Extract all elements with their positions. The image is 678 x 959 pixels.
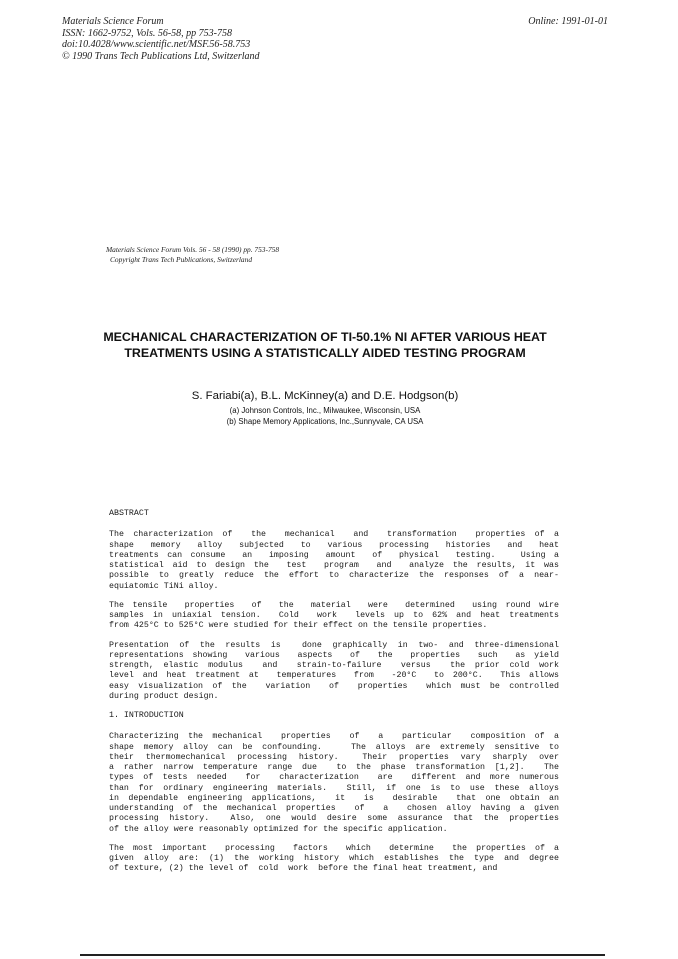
- citation-line-2: Copyright Trans Tech Publications, Switzerland: [110, 255, 253, 264]
- text-line: Characterizing the mechanical properties of a particular composition of a: [109, 732, 559, 742]
- text-line: shape memory alloy subjected to various processing histories and heat: [109, 540, 559, 550]
- text-line: statistical aid to design the test program and analyze the results, it was: [109, 561, 559, 570]
- abstract-paragraph: [109, 530, 559, 592]
- text-line: strength, elastic modulus and strain-to-failure versus the prior cold work: [109, 661, 559, 670]
- text-line: samples in uniaxial tension. Cold work levels up to 62% and heat treatments: [109, 611, 559, 620]
- text-line: types of tests needed for characterization are different and more numerous: [109, 773, 559, 783]
- issn-line: ISSN: 1662-9752, Vols. 56-58, pp 753-758: [62, 27, 232, 39]
- text-line: shape memory alloy can be confounding. The alloys are extremely sensitive to: [109, 742, 559, 752]
- introduction-text: [109, 732, 559, 874]
- introduction-paragraph: [109, 844, 559, 875]
- text-line: equiatomic TiNi alloy.: [109, 581, 219, 591]
- text-line: given alloy are: (1) the working history which establishes the type and degree: [109, 854, 559, 863]
- text-line: representations showing various aspects of the properties such as yield: [109, 650, 559, 660]
- text-line: Presentation of the results is done graphically in two- and three-dimensional: [109, 640, 559, 650]
- paper-title: MECHANICAL CHARACTERIZATION OF TI-50.1% NI AFTER VARIOUS HEAT TREATMENTS USING A STATISTICALLY AIDED TESTING PROGRAM: [103, 330, 547, 360]
- text-line: in dependable engineering applications, it is desirable that one obtain an: [109, 793, 559, 803]
- text-line: treatments can consume an imposing amount of physical testing. Using a: [109, 550, 559, 560]
- affiliation-a: (a) Johnson Controls, Inc., Milwaukee, Wisconsin, USA: [229, 406, 421, 415]
- text-line: of the alloy were reasonably optimized for the specific application.: [109, 824, 448, 834]
- online-date: Online: 1991-01-01: [528, 16, 608, 27]
- text-line: The tensile properties of the material were determined using round wire: [109, 600, 559, 610]
- citation-line-1: Materials Science Forum Vols. 56 - 58 (1990) pp. 753-758: [106, 245, 280, 254]
- text-line: processing history. Also, one would desire some assurance that the properties: [109, 814, 559, 824]
- doi-line: doi:10.4028/www.scientific.net/MSF.56-58.753: [62, 39, 251, 51]
- abstract-paragraph: [109, 641, 559, 703]
- introduction-paragraph: [109, 732, 559, 835]
- text-line: than for ordinary engineering materials. Still, if one is to use these alloys: [109, 783, 559, 793]
- abstract-text: [109, 530, 559, 702]
- text-line: of texture, (2) the level of cold work before the final heat treatment, and: [109, 864, 498, 874]
- abstract-heading: ABSTRACT: [109, 509, 149, 518]
- journal-header: [62, 16, 260, 62]
- text-line: The characterization of the mechanical and transformation properties of a: [109, 530, 559, 540]
- text-line: possible to greatly reduce the effort to characterize the responses of a near-: [109, 571, 559, 581]
- text-line: their thermomechanical processing history. Their properties vary sharply over: [109, 752, 559, 762]
- text-line: from 425°C to 525°C were studied for their effect on the tensile properties.: [109, 621, 488, 631]
- footer-rule: [80, 954, 605, 956]
- abstract-paragraph: [109, 601, 559, 632]
- paper-body: [109, 509, 559, 884]
- journal-name: Materials Science Forum: [62, 16, 164, 27]
- copyright-line: © 1990 Trans Tech Publications Ltd, Switzerland: [62, 50, 260, 62]
- author-list: S. Fariabi(a), B.L. McKinney(a) and D.E. Hodgson(b): [191, 390, 459, 402]
- citation-block: [106, 245, 279, 265]
- text-line: during product design.: [109, 691, 219, 701]
- text-line: understanding of the mechanical properties of a chosen alloy having a given: [109, 804, 559, 813]
- text-line: a rather narrow temperature range due to the phase transformation [1,2]. The: [109, 763, 559, 772]
- introduction-heading: 1. INTRODUCTION: [109, 711, 184, 720]
- text-line: The most important processing factors which determine the properties of a: [109, 843, 559, 853]
- text-line: easy visualization of the variation of properties which must be controlled: [109, 681, 559, 691]
- affiliation-b: (b) Shape Memory Applications, Inc.,Sunnyvale, CA USA: [226, 416, 424, 426]
- affiliations: [100, 406, 550, 427]
- text-line: level and heat treatment at temperatures from -20°C to 200°C. This allows: [109, 671, 559, 681]
